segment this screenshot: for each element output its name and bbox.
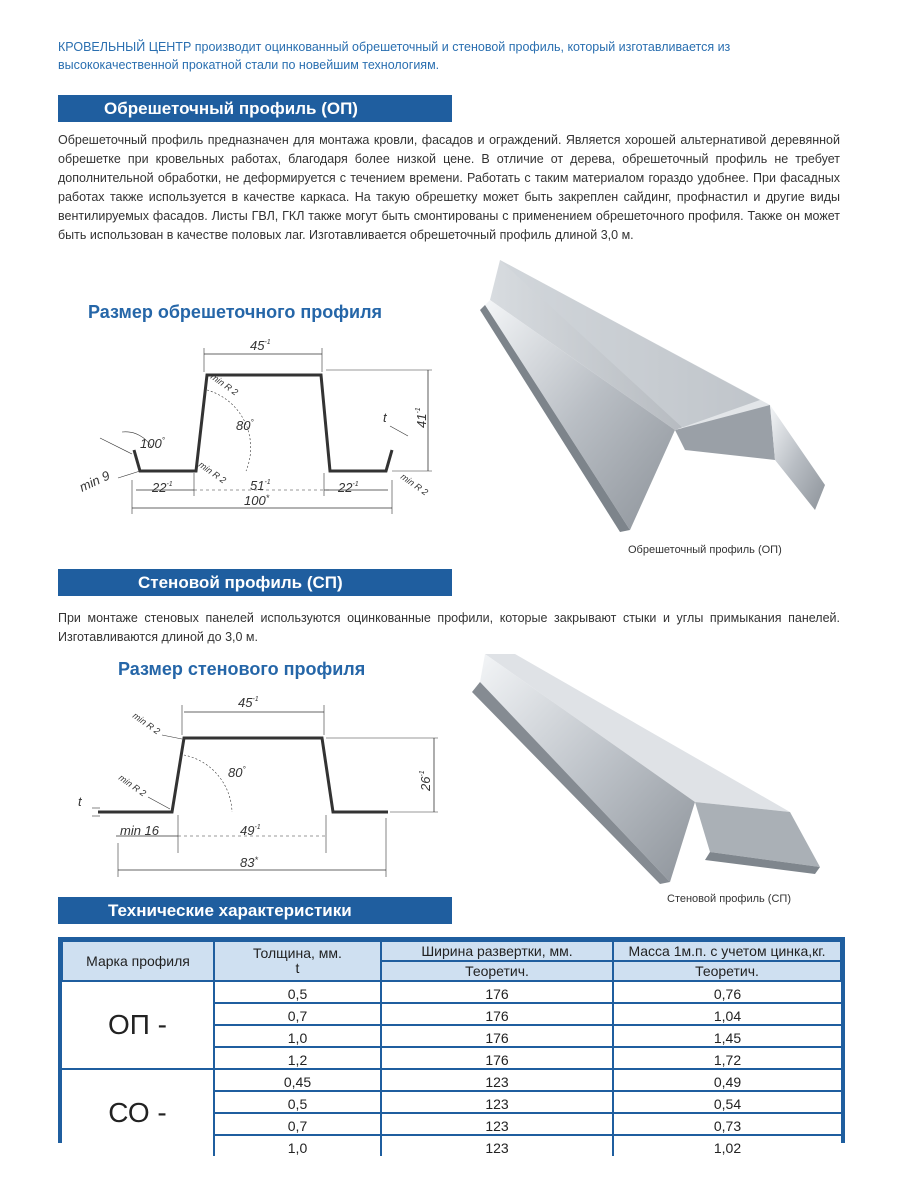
section-op-header bbox=[58, 95, 452, 122]
table-row bbox=[62, 981, 841, 1003]
col-mass-sub: Теоретич. bbox=[613, 961, 841, 981]
specs-header bbox=[58, 897, 452, 924]
thickness-cell: 0,7 bbox=[214, 1113, 381, 1135]
mass-cell: 1,72 bbox=[613, 1047, 841, 1069]
sp-profile-drawing bbox=[70, 683, 450, 883]
col-width-header: Ширина развертки, мм. bbox=[381, 941, 613, 961]
thickness-cell: 1,0 bbox=[214, 1135, 381, 1156]
op-profile-outline bbox=[134, 375, 392, 471]
op-dim-angle-side: 100° bbox=[140, 436, 165, 451]
specs-table-frame bbox=[58, 937, 845, 1156]
section-op-title: Обрешеточный профиль (ОП) bbox=[104, 99, 358, 118]
brand-cell: СО - bbox=[62, 1069, 214, 1156]
width-cell: 123 bbox=[381, 1069, 613, 1091]
sp-dim-angle-inner: 80° bbox=[228, 765, 246, 780]
thickness-cell: 1,0 bbox=[214, 1025, 381, 1047]
op-diagram-title: Размер обрешеточного профиля bbox=[88, 302, 383, 322]
section-op-text: Обрешеточный профиль предназначен для монтажа кровли, фасадов и ограждений. Является хорошей альтернативой деревянной обрешетке при кровельных работах, благодаря более низкой цене. В отличие от дерева, обрешеточный профиль не требует дополнительной обработки, не деформируется с течением времени. Работать с таким материалом гораздо удобнее. При фасадных работах также используется в качестве каркаса. На такую обрешетку может быть закреплен сайдинг, профнастил и другие виды вентилируемых фасадов. Листы ГВЛ, ГКЛ также могут быть смонтированы с применением обрешеточного профиля. Также он может быть использован в качестве половых лаг. Изготавливается обрешеточный профиль длиной 3,0 м. bbox=[58, 133, 840, 242]
op-dim-base: $51^{-1}$ bbox=[250, 478, 271, 493]
intro-text: КРОВЕЛЬНЫЙ ЦЕНТР производит оцинкованный обрешеточный и стеновой профиль, который изготавливается из высококачественной прокатной стали по новейшим технологиям. bbox=[58, 40, 731, 72]
sp-dim-base: $49^{-1}$ bbox=[240, 823, 261, 838]
mass-cell: 0,54 bbox=[613, 1091, 841, 1113]
sp-dim-total: 83* bbox=[240, 855, 258, 870]
op-dim-radius-bottom: min R 2 bbox=[196, 459, 228, 486]
sp-dim-thickness: t bbox=[78, 794, 82, 809]
sp-dim-height: $26^{-1}$ bbox=[418, 770, 433, 791]
specs-body bbox=[62, 981, 841, 1156]
op-dim-height: $41^{-1}$ bbox=[414, 407, 429, 428]
thickness-cell: 0,45 bbox=[214, 1069, 381, 1091]
col-width-sub: Теоретич. bbox=[381, 961, 613, 981]
op-dim-angle-inner: 80° bbox=[236, 418, 254, 433]
op-dim-top: $45^{-1}$ bbox=[250, 338, 271, 353]
mass-cell: 0,49 bbox=[613, 1069, 841, 1091]
table-row bbox=[62, 1069, 841, 1091]
sp-profile-image bbox=[470, 652, 830, 887]
section-sp-header bbox=[58, 569, 452, 596]
op-profile-drawing bbox=[70, 330, 450, 520]
mass-cell: 1,02 bbox=[613, 1135, 841, 1156]
op-caption: Обрешеточный профиль (ОП) bbox=[628, 544, 782, 556]
width-cell: 176 bbox=[381, 1025, 613, 1047]
section-sp-title: Стеновой профиль (СП) bbox=[138, 573, 343, 592]
sp-dim-top: $45^{-1}$ bbox=[238, 695, 259, 710]
op-dim-radius-right: min R 2 bbox=[398, 471, 430, 498]
sp-dim-radius-bottom: min R 2 bbox=[116, 772, 148, 799]
section-sp-text: При монтаже стеновых панелей используются оцинкованные профили, которые закрывают стыки и углы примыкания панелей. Изготавливаются длиной до 3,0 м. bbox=[58, 611, 840, 644]
specs-table bbox=[61, 940, 842, 1156]
sp-caption: Стеновой профиль (СП) bbox=[667, 893, 791, 905]
op-dim-lip: min 9 bbox=[76, 467, 113, 495]
mass-cell: 0,73 bbox=[613, 1113, 841, 1135]
width-cell: 176 bbox=[381, 1003, 613, 1025]
op-dim-radius-top: min R 2 bbox=[208, 371, 240, 398]
width-cell: 176 bbox=[381, 1047, 613, 1069]
col-thickness-sub: t bbox=[295, 960, 300, 976]
width-cell: 123 bbox=[381, 1091, 613, 1113]
op-dim-flange-right: $22^{-1}$ bbox=[338, 480, 359, 495]
col-mass-header: Масса 1м.п. с учетом цинка,кг. bbox=[613, 941, 841, 961]
mass-cell: 1,04 bbox=[613, 1003, 841, 1025]
col-thickness-label: Толщина, мм. bbox=[253, 945, 342, 961]
op-dim-total: 100* bbox=[244, 493, 270, 508]
sp-dim-flange: min 16 bbox=[120, 823, 160, 838]
mass-cell: 0,76 bbox=[613, 981, 841, 1003]
sp-profile-outline bbox=[98, 738, 388, 812]
brand-cell: ОП - bbox=[62, 981, 214, 1069]
thickness-cell: 0,5 bbox=[214, 981, 381, 1003]
op-profile-image bbox=[470, 260, 840, 535]
width-cell: 123 bbox=[381, 1135, 613, 1156]
width-cell: 176 bbox=[381, 981, 613, 1003]
mass-cell: 1,45 bbox=[613, 1025, 841, 1047]
col-thickness-header bbox=[214, 941, 381, 981]
thickness-cell: 0,7 bbox=[214, 1003, 381, 1025]
thickness-cell: 1,2 bbox=[214, 1047, 381, 1069]
specs-title: Технические характеристики bbox=[108, 901, 352, 920]
width-cell: 123 bbox=[381, 1113, 613, 1135]
op-dim-flange-left: $22^{-1}$ bbox=[152, 480, 173, 495]
op-dim-thickness: t bbox=[383, 410, 387, 425]
thickness-cell: 0,5 bbox=[214, 1091, 381, 1113]
col-brand-header: Марка профиля bbox=[62, 941, 214, 981]
sp-dim-radius-top: min R 2 bbox=[130, 710, 162, 737]
sp-diagram-title: Размер стенового профиля bbox=[118, 659, 366, 679]
